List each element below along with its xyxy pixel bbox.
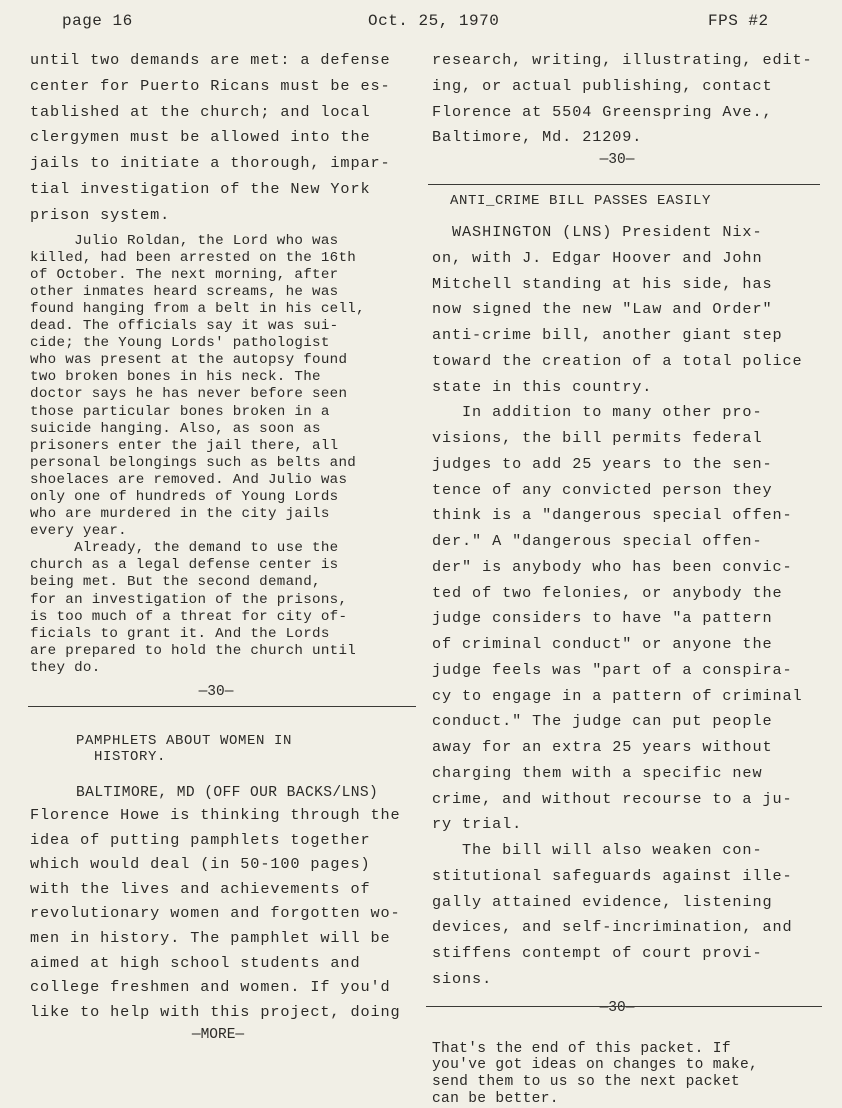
text-line: ing, or actual publishing, contact — [432, 76, 773, 95]
text-line: That's the end of this packet. If — [432, 1040, 731, 1057]
text-line: ry trial. — [432, 815, 523, 834]
text-line: crime, and without recourse to a ju- — [432, 789, 793, 808]
text-line: anti-crime bill, another giant step — [432, 326, 783, 345]
text-line: killed, had been arrested on the 16th — [30, 249, 357, 266]
headline-line: HISTORY. — [76, 749, 167, 766]
text-line: revolutionary women and forgotten wo- — [30, 904, 401, 923]
end-mark: —30— — [599, 152, 635, 169]
text-line: In addition to many other pro- — [432, 403, 763, 422]
section-divider — [426, 1006, 822, 1007]
text-line: prison system. — [30, 205, 171, 224]
text-line: being met. But the second demand, — [30, 574, 321, 591]
headline-line: PAMPHLETS ABOUT WOMEN IN — [76, 733, 293, 750]
pamphlets-body — [30, 803, 412, 1024]
text-line: away for an extra 25 years without — [432, 738, 773, 757]
text-line: charging them with a specific new — [432, 763, 763, 782]
text-line: can be better. — [432, 1091, 559, 1108]
text-line: tence of any convicted person they — [432, 480, 773, 499]
already-paragraph — [30, 540, 412, 677]
text-line: toward the creation of a total police — [432, 351, 803, 370]
closing-note — [432, 1041, 812, 1108]
text-line: which would deal (in 50-100 pages) — [30, 855, 371, 874]
text-line: until two demands are met: a defense — [30, 51, 391, 69]
text-line: you've got ideas on changes to make, — [432, 1057, 759, 1074]
text-line: of criminal conduct" or anyone the — [432, 635, 773, 654]
text-line: prisoners enter the jail there, all — [30, 437, 339, 454]
text-line: Baltimore, Md. 21209. — [432, 128, 643, 147]
text-line: state in this country. — [432, 377, 653, 396]
text-line: der" is anybody who has been convic- — [432, 557, 793, 576]
text-line: judge considers to have "a pattern — [432, 609, 773, 628]
text-line: of October. The next morning, after — [30, 266, 339, 283]
text-line: WASHINGTON (LNS) President Nix- — [432, 223, 763, 242]
text-line: stiffens contempt of court provi- — [432, 944, 763, 963]
text-line: only one of hundreds of Young Lords — [30, 488, 339, 505]
text-line: now signed the new "Law and Order" — [432, 300, 773, 319]
text-line: who was present at the autopsy found — [30, 352, 348, 369]
end-mark: —30— — [599, 999, 635, 1016]
text-line: personal belongings such as belts and — [30, 454, 357, 471]
text-line: devices, and self-incrimination, and — [432, 918, 793, 937]
right-column — [432, 48, 812, 1108]
text-line: other inmates heard screams, he was — [30, 283, 339, 300]
text-line: tablished at the church; and local — [30, 102, 371, 121]
text-line: cy to engage in a pattern of criminal — [432, 686, 803, 705]
text-line: Florence Howe is thinking through the — [30, 806, 401, 825]
pamphlets-continued — [432, 48, 812, 151]
text-line: jails to initiate a thorough, impar- — [30, 154, 391, 173]
pamphlets-dateline: BALTIMORE, MD (OFF OUR BACKS/LNS) — [76, 785, 379, 802]
intro-paragraph — [30, 48, 412, 229]
page-number: page 16 — [62, 12, 133, 30]
text-line: church as a legal defense center is — [30, 557, 339, 574]
text-line: The bill will also weaken con- — [432, 841, 763, 860]
text-line: idea of putting pamphlets together — [30, 830, 371, 849]
text-line: sions. — [432, 969, 493, 988]
text-line: who are murdered in the city jails — [30, 506, 330, 523]
text-line: every year. — [30, 523, 127, 540]
text-line: college freshmen and women. If you'd — [30, 978, 391, 997]
text-line: center for Puerto Ricans must be es- — [30, 76, 391, 95]
text-line: for an investigation of the prisons, — [30, 591, 348, 608]
text-line: visions, the bill permits federal — [432, 429, 763, 448]
text-line: tial investigation of the New York — [30, 179, 371, 198]
text-line: think is a "dangerous special offen- — [432, 506, 793, 525]
left-column — [30, 48, 412, 1046]
text-line: those particular bones broken in a — [30, 403, 330, 420]
issue-label: FPS #2 — [708, 12, 769, 30]
text-line: is too much of a threat for city of- — [30, 608, 348, 625]
text-line: on, with J. Edgar Hoover and John — [432, 248, 763, 267]
text-line: men in history. The pamphlet will be — [30, 928, 391, 947]
text-line: dead. The officials say it was sui- — [30, 318, 339, 335]
text-line: send them to us so the next packet — [432, 1074, 740, 1091]
text-line: like to help with this project, doing — [30, 1002, 401, 1021]
text-line: Julio Roldan, the Lord who was — [30, 232, 339, 249]
text-line: ficials to grant it. And the Lords — [30, 625, 330, 642]
text-line: with the lives and achievements of — [30, 879, 371, 898]
text-line: suicide hanging. Also, as soon as — [30, 420, 321, 437]
text-line: judge feels was "part of a conspira- — [432, 660, 793, 679]
text-line: shoelaces are removed. And Julio was — [30, 471, 348, 488]
end-mark: —30— — [198, 684, 234, 701]
text-line: stitutional safeguards against ille- — [432, 866, 793, 885]
text-line: two broken bones in his neck. The — [30, 369, 321, 386]
text-line: Florence at 5504 Greenspring Ave., — [432, 102, 773, 121]
text-line: conduct." The judge can put people — [432, 712, 773, 731]
roldan-paragraph — [30, 233, 412, 541]
issue-date: Oct. 25, 1970 — [368, 12, 500, 30]
text-line: judges to add 25 years to the sen- — [432, 454, 773, 473]
pamphlets-headline — [76, 733, 412, 765]
text-line: gally attained evidence, listening — [432, 892, 773, 911]
text-line: found hanging from a belt in his cell, — [30, 300, 365, 317]
more-mark: —MORE— — [191, 1027, 245, 1044]
text-line: Already, the demand to use the — [30, 540, 339, 557]
text-line: doctor says he has never before seen — [30, 386, 348, 403]
anticrime-body — [432, 220, 812, 993]
text-line: Mitchell standing at his side, has — [432, 274, 773, 293]
text-line: research, writing, illustrating, edit- — [432, 51, 813, 69]
text-line: are prepared to hold the church until — [30, 642, 357, 659]
section-divider — [428, 184, 820, 185]
text-line: der." A "dangerous special offen- — [432, 532, 763, 551]
text-line: aimed at high school students and — [30, 953, 361, 972]
text-line: clergymen must be allowed into the — [30, 128, 371, 147]
text-line: cide; the Young Lords' pathologist — [30, 335, 330, 352]
text-line: they do. — [30, 659, 101, 676]
anticrime-headline: ANTI_CRIME BILL PASSES EASILY — [450, 193, 712, 210]
section-divider — [28, 706, 416, 707]
text-line: ted of two felonies, or anybody the — [432, 583, 783, 602]
